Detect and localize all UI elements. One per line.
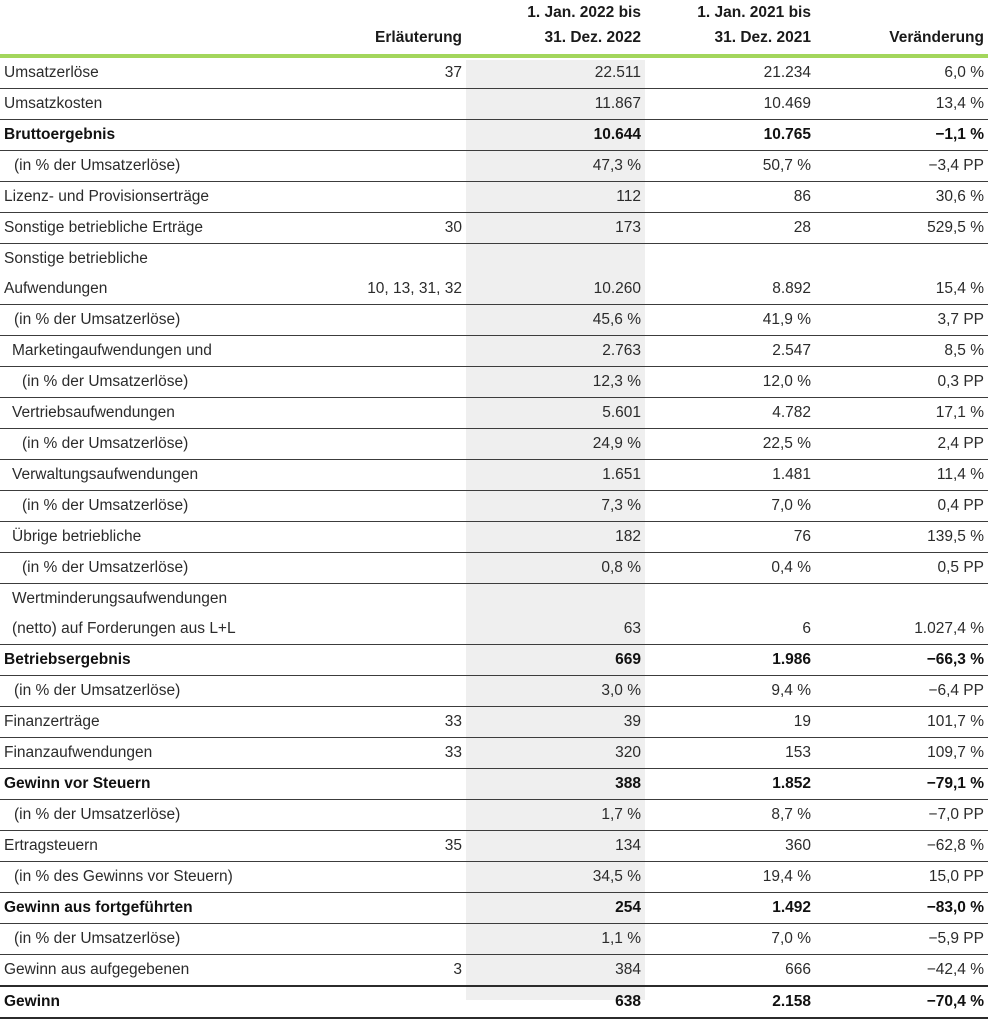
table-row	[0, 614, 988, 645]
row-value-year1: 173	[466, 213, 645, 244]
table-row	[0, 182, 988, 213]
row-value-year2: 153	[645, 738, 815, 769]
row-value-year2: 10.765	[645, 120, 815, 151]
row-value-change: −1,1 %	[815, 120, 988, 151]
row-value-change: −42,4 %	[926, 961, 984, 978]
row-value-year1: 0,8 %	[466, 553, 645, 584]
row-value-year2: 8,7 %	[645, 800, 815, 831]
row-label: Sonstige betriebliche	[4, 250, 148, 267]
row-note-ref: 30	[330, 213, 466, 244]
row-value-year2: 8.892	[645, 274, 815, 305]
row-value-year1: 22.511	[466, 56, 645, 89]
row-value-year1	[466, 244, 645, 275]
row-value-year1: 10.644	[466, 120, 645, 151]
row-note-ref	[330, 862, 466, 893]
row-value-change: 13,4 %	[815, 89, 988, 120]
row-value-year2: 19,4 %	[645, 862, 815, 893]
row-label: Betriebsergebnis	[0, 645, 330, 676]
table-row	[0, 89, 988, 120]
row-value-year1: 24,9 %	[466, 429, 645, 460]
row-value-year2: 0,4 %	[645, 553, 815, 584]
row-value-change: −62,8 %	[815, 831, 988, 862]
row-label: Sonstige betriebliche Erträge	[0, 213, 330, 244]
table-row	[0, 645, 988, 676]
row-label: (in % der Umsatzerlöse)	[0, 367, 330, 398]
row-label: (in % der Umsatzerlöse)	[0, 924, 330, 955]
row-value-year1: 2.763	[466, 336, 645, 367]
row-value-change: 15,0 PP	[815, 862, 988, 893]
header-note-column	[330, 0, 466, 56]
row-value-year2	[645, 584, 815, 615]
row-label: Übrige betriebliche	[0, 522, 330, 553]
row-note-ref	[330, 398, 466, 429]
row-note-ref	[330, 460, 466, 491]
table-row	[0, 986, 988, 1018]
row-value-year1: 384	[615, 961, 641, 978]
row-value-change: 15,4 %	[815, 274, 988, 305]
row-value-year2: 9,4 %	[645, 676, 815, 707]
row-note-ref: 35	[330, 831, 466, 862]
row-value-year2: 1.492	[645, 893, 815, 924]
row-value-change: 1.027,4 %	[815, 614, 988, 645]
header-note-label: Erläuterung	[375, 29, 462, 46]
row-value-year1: 134	[466, 831, 645, 862]
row-value-year2: 86	[645, 182, 815, 213]
row-value-year2: 10.469	[645, 89, 815, 120]
row-label: Umsatzerlöse	[0, 56, 330, 89]
row-value-year2: 50,7 %	[645, 151, 815, 182]
row-note-ref	[330, 367, 466, 398]
row-value-change: −3,4 PP	[815, 151, 988, 182]
row-value-year1: 7,3 %	[466, 491, 645, 522]
table-row	[0, 584, 988, 615]
row-value-year1: 3,0 %	[466, 676, 645, 707]
row-label: (in % der Umsatzerlöse)	[0, 553, 330, 584]
row-value-change: 529,5 %	[815, 213, 988, 244]
row-note-ref	[330, 305, 466, 336]
row-value-change: −6,4 PP	[815, 676, 988, 707]
row-label: Ertragsteuern	[0, 831, 330, 862]
row-label: Gewinn	[0, 986, 330, 1018]
row-value-year2: 360	[645, 831, 815, 862]
table-row	[0, 893, 988, 924]
row-label: Wertminderungsaufwendungen	[12, 590, 228, 607]
row-label: (in % der Umsatzerlöse)	[0, 151, 330, 182]
row-note-ref	[330, 800, 466, 831]
table-header-row	[0, 0, 988, 56]
row-note-ref	[330, 924, 466, 955]
row-value-year1: 320	[466, 738, 645, 769]
table-row	[0, 56, 988, 89]
row-note-ref: 3	[453, 961, 462, 978]
row-value-change: 6,0 %	[815, 56, 988, 89]
row-value-year2: 7,0 %	[645, 924, 815, 955]
row-value-year2: 41,9 %	[645, 305, 815, 336]
table-row	[0, 522, 988, 553]
row-value-change: 17,1 %	[815, 398, 988, 429]
row-note-ref	[330, 893, 466, 924]
row-value-change: −79,1 %	[815, 769, 988, 800]
row-note-ref	[330, 89, 466, 120]
table-row	[0, 676, 988, 707]
row-note-ref	[330, 553, 466, 584]
row-value-change: −70,4 %	[815, 986, 988, 1018]
header-change-label: Veränderung	[889, 29, 984, 46]
row-value-change: 30,6 %	[815, 182, 988, 213]
row-note-ref	[330, 645, 466, 676]
row-value-year1: 638	[466, 986, 645, 1018]
header-year2-column	[645, 0, 815, 56]
header-year1-column	[466, 0, 645, 56]
row-label: Verwaltungsaufwendungen	[0, 460, 330, 491]
table-body	[0, 56, 988, 1018]
row-value-year1: 45,6 %	[466, 305, 645, 336]
table-row	[0, 955, 988, 987]
table-row	[0, 460, 988, 491]
row-value-change: −7,0 PP	[815, 800, 988, 831]
row-value-change: 3,7 PP	[815, 305, 988, 336]
row-label: Gewinn vor Steuern	[0, 769, 330, 800]
row-note-ref	[330, 429, 466, 460]
row-value-year1: 12,3 %	[466, 367, 645, 398]
table-row	[0, 831, 988, 862]
row-value-year1: 254	[466, 893, 645, 924]
row-value-year2: 22,5 %	[645, 429, 815, 460]
header-year2-line1: 1. Jan. 2021 bis	[697, 4, 811, 21]
row-value-change: 8,5 %	[815, 336, 988, 367]
row-label: (in % der Umsatzerlöse)	[0, 305, 330, 336]
row-value-change	[815, 244, 988, 275]
table-row	[0, 274, 988, 305]
row-label: (in % der Umsatzerlöse)	[0, 800, 330, 831]
row-label: Bruttoergebnis	[0, 120, 330, 151]
row-value-year2: 4.782	[645, 398, 815, 429]
row-value-year1: 1,7 %	[466, 800, 645, 831]
row-value-year1: 10.260	[466, 274, 645, 305]
table-row	[0, 336, 988, 367]
row-note-ref	[330, 986, 466, 1018]
row-value-year2: 76	[645, 522, 815, 553]
row-value-change: 109,7 %	[815, 738, 988, 769]
row-note-ref: 10, 13, 31, 32	[330, 274, 466, 305]
row-value-change: 0,4 PP	[815, 491, 988, 522]
row-label: Umsatzkosten	[0, 89, 330, 120]
header-label-column	[0, 0, 330, 56]
row-label: Aufwendungen	[0, 274, 330, 305]
row-label: Finanzaufwendungen	[0, 738, 330, 769]
row-value-year1: 39	[466, 707, 645, 738]
row-note-ref	[330, 676, 466, 707]
row-label: Lizenz- und Provisionserträge	[0, 182, 330, 213]
row-value-year1	[466, 584, 645, 615]
row-note-ref	[330, 244, 466, 275]
header-change-column	[815, 0, 988, 56]
row-value-year1: 1,1 %	[466, 924, 645, 955]
row-label: Vertriebsaufwendungen	[0, 398, 330, 429]
row-value-year1: 669	[466, 645, 645, 676]
row-note-ref	[330, 769, 466, 800]
row-note-ref	[330, 522, 466, 553]
row-value-year2: 7,0 %	[645, 491, 815, 522]
row-value-change: 101,7 %	[815, 707, 988, 738]
table-row	[0, 862, 988, 893]
row-value-year2: 12,0 %	[645, 367, 815, 398]
row-label: Gewinn aus fortgeführten	[0, 893, 330, 924]
row-note-ref: 37	[330, 56, 466, 89]
row-value-year2: 2.158	[645, 986, 815, 1018]
row-note-ref	[330, 120, 466, 151]
row-value-year1: 34,5 %	[466, 862, 645, 893]
row-note-ref	[330, 491, 466, 522]
row-value-change: −5,9 PP	[815, 924, 988, 955]
row-value-change: −66,3 %	[815, 645, 988, 676]
row-value-year2: 1.852	[645, 769, 815, 800]
row-note-ref	[330, 151, 466, 182]
row-value-year2: 21.234	[645, 56, 815, 89]
table-header	[0, 0, 988, 56]
row-value-change: 0,3 PP	[815, 367, 988, 398]
row-label: Marketingaufwendungen und	[0, 336, 330, 367]
header-year2-line2: 31. Dez. 2021	[714, 29, 811, 46]
row-value-year2: 28	[645, 213, 815, 244]
row-label: (in % des Gewinns vor Steuern)	[0, 862, 330, 893]
row-value-year2: 19	[645, 707, 815, 738]
row-value-change: 139,5 %	[815, 522, 988, 553]
row-label: (in % der Umsatzerlöse)	[0, 491, 330, 522]
table-row	[0, 429, 988, 460]
row-value-year1: 112	[466, 182, 645, 213]
row-value-year1: 47,3 %	[466, 151, 645, 182]
row-value-change: 0,5 PP	[815, 553, 988, 584]
row-note-ref	[330, 182, 466, 213]
row-value-year2: 1.481	[645, 460, 815, 491]
table-row	[0, 398, 988, 429]
row-value-change	[815, 584, 988, 615]
table-row	[0, 800, 988, 831]
table-row	[0, 769, 988, 800]
row-note-ref	[330, 584, 466, 615]
table-row	[0, 367, 988, 398]
table-row	[0, 924, 988, 955]
table-row	[0, 553, 988, 584]
row-value-year1: 182	[466, 522, 645, 553]
table-row	[0, 213, 988, 244]
row-value-year1: 5.601	[466, 398, 645, 429]
table-row	[0, 707, 988, 738]
row-label: (in % der Umsatzerlöse)	[0, 676, 330, 707]
row-note-ref: 33	[330, 707, 466, 738]
row-label: (netto) auf Forderungen aus L+L	[0, 614, 330, 645]
row-value-change: 11,4 %	[815, 460, 988, 491]
table-row	[0, 738, 988, 769]
row-value-year1: 388	[466, 769, 645, 800]
row-value-year2: 1.986	[645, 645, 815, 676]
row-label: Finanzerträge	[0, 707, 330, 738]
row-value-year1: 63	[466, 614, 645, 645]
row-value-year2	[645, 244, 815, 275]
row-value-year2: 6	[645, 614, 815, 645]
row-label: (in % der Umsatzerlöse)	[0, 429, 330, 460]
row-value-change: 2,4 PP	[815, 429, 988, 460]
table-row	[0, 120, 988, 151]
table-row	[0, 151, 988, 182]
row-note-ref	[330, 614, 466, 645]
table-row	[0, 491, 988, 522]
row-value-year2: 666	[785, 961, 811, 978]
row-value-year1: 1.651	[466, 460, 645, 491]
header-year1-line2: 31. Dez. 2022	[544, 29, 641, 46]
table-row	[0, 244, 988, 275]
header-year1-line1: 1. Jan. 2022 bis	[527, 4, 641, 21]
row-label: Gewinn aus aufgegebenen	[4, 961, 190, 978]
table-row	[0, 305, 988, 336]
row-note-ref: 33	[330, 738, 466, 769]
row-value-year2: 2.547	[645, 336, 815, 367]
row-value-year1: 11.867	[466, 89, 645, 120]
row-value-change: −83,0 %	[815, 893, 988, 924]
row-note-ref	[330, 336, 466, 367]
